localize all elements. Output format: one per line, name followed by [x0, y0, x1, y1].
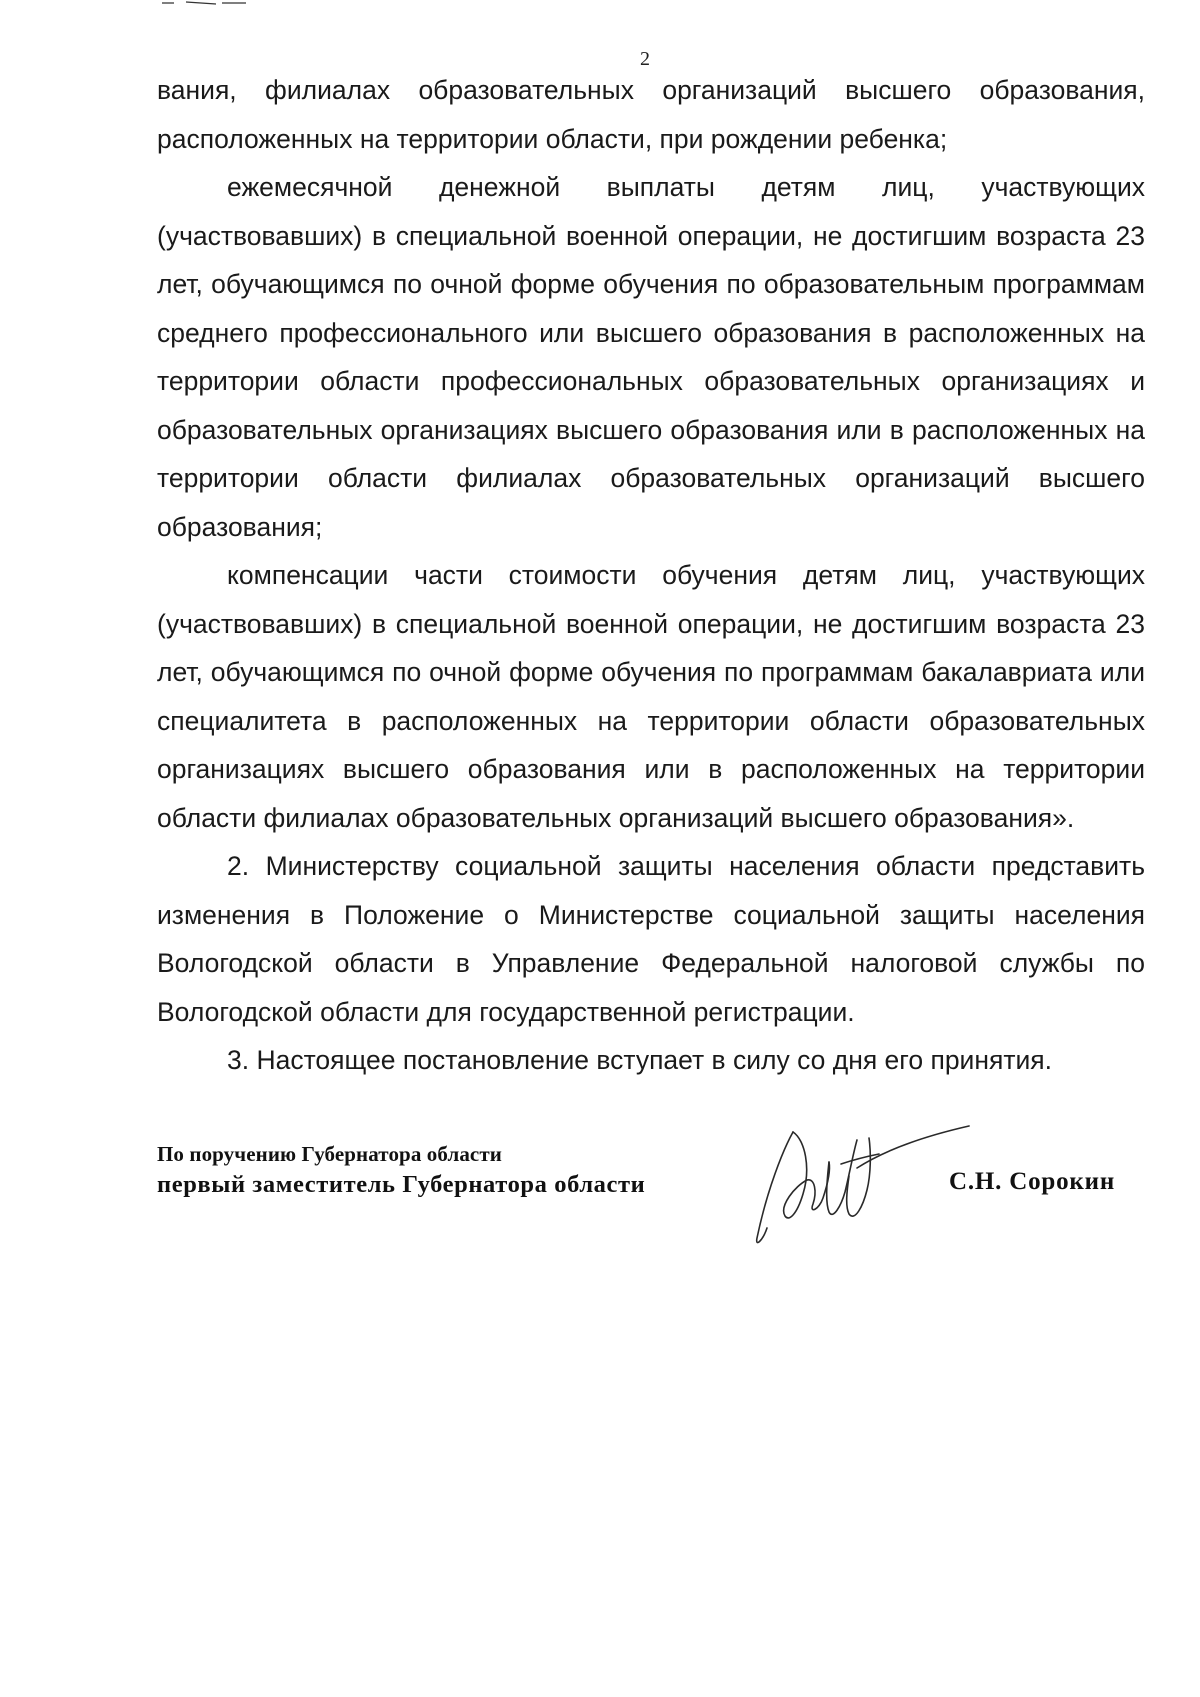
signature-block: [157, 1140, 645, 1202]
scan-artifact: [160, 0, 250, 6]
signature-authority-line: По поручению Губернатора области: [157, 1142, 502, 1166]
paragraph-item-2: 2. Министерству социальной защиты населения области представить изменения в Положение о Министерстве социальной защиты населения Вологодской области в Управление Федеральной налоговой службы по Вологодской области для государственной регистрации.: [157, 851, 1145, 1027]
document-body: [157, 66, 1145, 1085]
signer-name: С.Н. Сорокин: [949, 1168, 1116, 1195]
signer-position: первый заместитель Губернатора области: [157, 1171, 646, 1198]
page-number: 2: [640, 48, 650, 70]
paragraph-monthly-payment: ежемесячной денежной выплаты детям лиц, участвующих (участвовавших) в специальной военной операции, не достигшим возраста 23 лет, обучающимся по очной форме обучения по образовательным программам среднего профессионального или высшего образования в расположенных на территории области профессиональных образовательных организациях и образовательных организациях высшего образования или в расположенных на территории области филиалах образовательных организаций высшего образования;: [157, 172, 1145, 542]
paragraph-tuition-compensation: компенсации части стоимости обучения детям лиц, участвующих (участвовавших) в специальной военной операции, не достигшим возраста 23 лет, обучающимся по очной форме обучения по программам бакалавриата или специалитета в расположенных на территории области образовательных организациях высшего образования или в расположенных на территории области филиалах образовательных организаций высшего образования».: [157, 560, 1145, 833]
paragraph-item-3: 3. Настоящее постановление вступает в силу со дня его принятия.: [227, 1045, 1052, 1075]
paragraph-continuation: вания, филиалах образовательных организаций высшего образования, расположенных на территории области, при рождении ребенка;: [157, 75, 1145, 154]
